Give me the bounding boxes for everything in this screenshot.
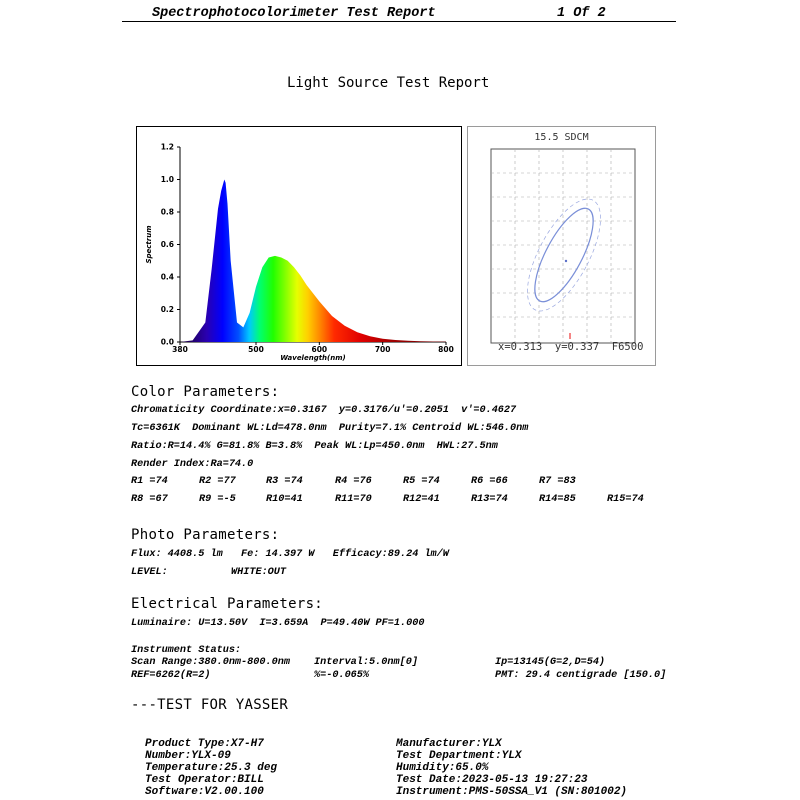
footer-product-type: Product Type:X7-H7 — [145, 738, 264, 750]
r-value: R5 =74 — [403, 476, 440, 487]
r-value: R12=41 — [403, 494, 440, 505]
ref-value: REF=6262(R=2) — [131, 670, 211, 681]
footer-test-operator: Test Operator:BILL — [145, 774, 264, 786]
footer-test-department: Test Department:YLX — [396, 750, 522, 762]
x-axis-label: Wavelength(nm) — [280, 354, 346, 362]
color-temperature-line: Tc=6361K Dominant WL:Ld=478.0nm Purity=7.1% Centroid WL:546.0nm — [131, 423, 529, 434]
render-index-line: Render Index:Ra=74.0 — [131, 459, 254, 470]
x-tick-label: 800 — [438, 345, 454, 354]
y-tick-label: 0.0 — [160, 337, 174, 347]
cie-measured-point — [565, 260, 567, 262]
x-tick-label: 500 — [248, 345, 264, 354]
y-tick-label: 0.8 — [160, 207, 174, 217]
instrument-status-heading: Instrument Status: — [131, 645, 242, 656]
x-tick-label: 600 — [311, 345, 328, 354]
cie-chart-title: 15.5 SDCM — [534, 132, 589, 143]
footer-test-date: Test Date:2023-05-13 19:27:23 — [396, 774, 588, 786]
x-tick-label: 700 — [374, 345, 391, 354]
footer-temperature: Temperature:25.3 deg — [145, 762, 278, 774]
cie-chromaticity-chart — [468, 127, 655, 365]
footer-humidity: Humidity:65.0% — [396, 762, 489, 774]
footer-number: Number:YLX-09 — [145, 750, 231, 762]
cie-chart-panel — [467, 126, 656, 366]
footer-software: Software:V2.00.100 — [145, 786, 264, 798]
x-tick-label: 380 — [172, 345, 188, 354]
y-tick-label: 0.6 — [160, 240, 174, 249]
flux-line: Flux: 4408.5 lm Fe: 14.397 W Efficacy:89.24 lm/W — [131, 549, 449, 560]
page-indicator: 1 Of 2 — [557, 6, 606, 21]
r-value: R10=41 — [266, 494, 303, 505]
pmt-value: PMT: 29.4 centigrade [150.0] — [495, 670, 667, 681]
cie-grid — [491, 149, 635, 343]
r-value: R8 =67 — [131, 494, 168, 505]
spectrum-area — [180, 180, 446, 343]
r-value: R2 =77 — [199, 476, 236, 487]
luminaire-line: Luminaire: U=13.50V I=3.659A P=49.40W PF=1.000 — [131, 618, 425, 629]
r-value: R3 =74 — [266, 476, 303, 487]
r-value: R7 =83 — [539, 476, 576, 487]
header-rule — [122, 21, 676, 22]
spectrum-chart-panel — [136, 126, 462, 366]
footer-instrument: Instrument:PMS-50SSA_V1 (SN:801002) — [396, 786, 628, 798]
y-tick-label: 1.2 — [160, 142, 174, 152]
y-tick-label: 0.4 — [160, 272, 174, 282]
ratio-line: Ratio:R=14.4% G=81.8% B=3.8% Peak WL:Lp=450.0nm HWL:27.5nm — [131, 441, 498, 452]
spectrum-chart — [137, 127, 461, 365]
report-header-title: Spectrophotocolorimeter Test Report — [152, 6, 436, 21]
r-value: R13=74 — [471, 494, 508, 505]
photo-parameters-heading: Photo Parameters: — [131, 527, 280, 543]
y-tick-label: 1.0 — [160, 175, 174, 184]
report-title: Light Source Test Report — [287, 75, 490, 91]
r-value: R6 =66 — [471, 476, 508, 487]
cie-coordinate-readout: x=0.313 y=0.337 F6500 — [498, 341, 644, 353]
footer-manufacturer: Manufacturer:YLX — [396, 738, 502, 750]
y-tick-label: 0.2 — [160, 305, 174, 314]
y-axis-label: Spectrum — [145, 225, 153, 264]
percent-value: %=-0.065% — [314, 670, 370, 681]
level-value: WHITE:OUT — [231, 567, 287, 578]
color-parameters-heading: Color Parameters: — [131, 384, 280, 400]
ip-value: Ip=13145(G=2,D=54) — [495, 657, 606, 668]
cie-outer-ellipse — [513, 189, 615, 322]
r-value: R4 =76 — [335, 476, 372, 487]
r-value: R1 =74 — [131, 476, 168, 487]
level-label: LEVEL: — [131, 567, 168, 578]
test-note: ---TEST FOR YASSER — [131, 697, 289, 713]
scan-range: Scan Range:380.0nm-800.0nm — [131, 657, 290, 668]
r-value: R15=74 — [607, 494, 644, 505]
r-value: R14=85 — [539, 494, 576, 505]
r-value: R9 =-5 — [199, 494, 236, 505]
r-value: R11=70 — [335, 494, 372, 505]
chromaticity-line: Chromaticity Coordinate:x=0.3167 y=0.3176/u'=0.2051 v'=0.4627 — [131, 405, 517, 416]
electrical-parameters-heading: Electrical Parameters: — [131, 596, 324, 612]
interval: Interval:5.0nm[0] — [314, 657, 418, 668]
